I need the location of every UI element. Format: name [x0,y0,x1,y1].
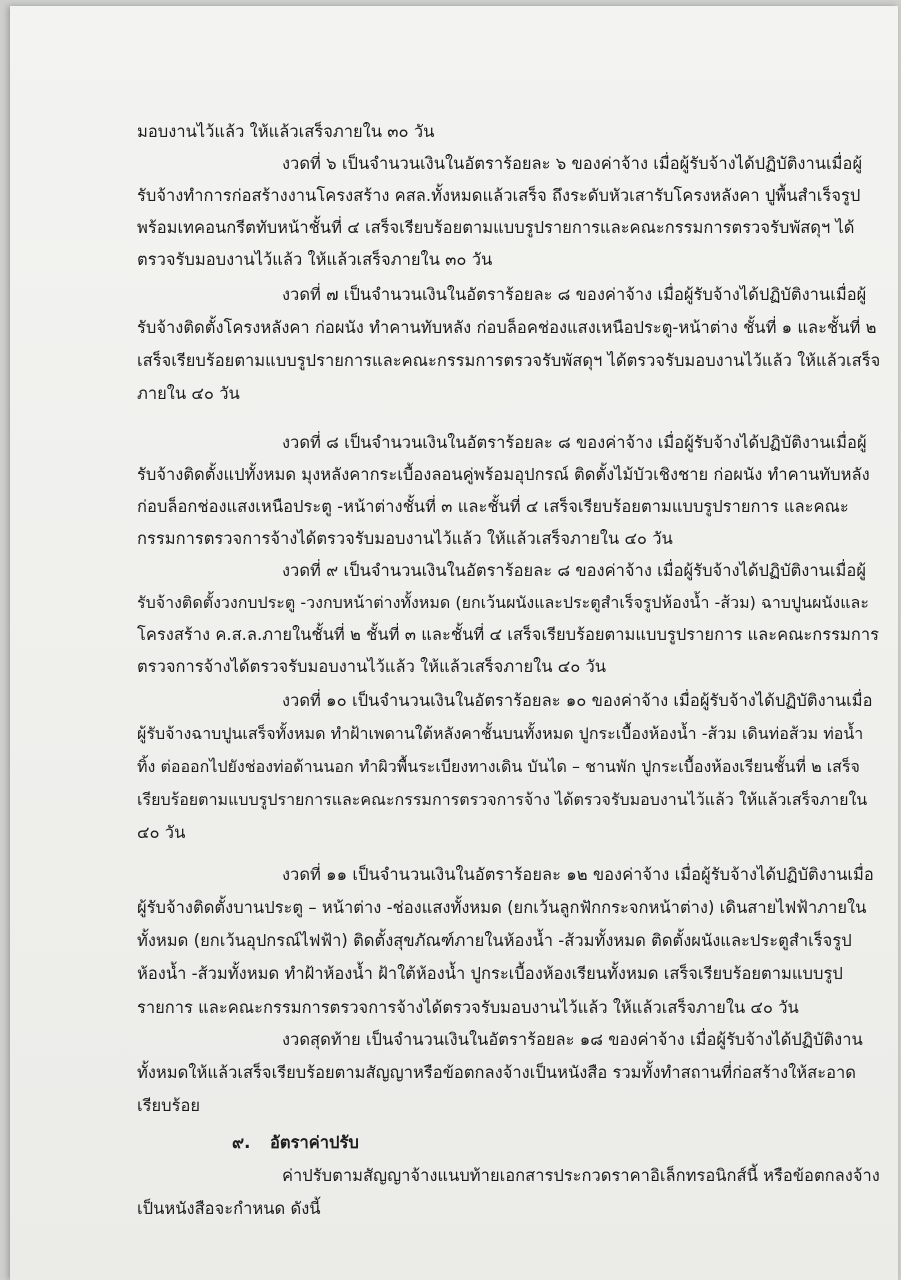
text-line: งวดที่ ๘ เป็นจำนวนเงินในอัตราร้อยละ ๘ ของค่าจ้าง เมื่อผู้รับจ้างได้ปฏิบัติงานเมื่อผู้ [282,433,867,452]
text-line: งวดที่ ๖ เป็นจำนวนเงินในอัตราร้อยละ ๖ ของค่าจ้าง เมื่อผู้รับจ้างได้ปฏิบัติงานเมื่อผู้ [282,154,863,173]
text-line: งวดสุดท้าย เป็นจำนวนเงินในอัตราร้อยละ ๑๘ ของค่าจ้าง เมื่อผู้รับจ้างได้ปฏิบัติงาน [282,1030,863,1049]
text-line: ทั้งหมดให้แล้วเสร็จเรียบร้อยตามสัญญาหรือข้อตกลงจ้างเป็นหนังสือ รวมทั้งทำสถานที่ก่อสร้างให้สะอาด [137,1063,856,1082]
text-line: ตรวจการจ้างได้ตรวจรับมอบงานไว้แล้ว ให้แล้วเสร็จภายใน ๔๐ วัน [137,657,607,676]
text-line: ทิ้ง ต่อออกไปยังช่องท่อด้านนอก ทำผิวพื้นระเบียงทางเดิน บันได – ชานพัก ปูกระเบื้องห้องเรียนชั้นที่ ๒ เสร็จ [137,757,860,776]
text-line: ห้องน้ำ -ส้วมทั้งหมด ทำฝ้าห้องน้ำ ฝ้าใต้ห้องน้ำ ปูกระเบื้องห้องเรียนทั้งหมด เสร็จเรียบร้อยตามแบบรูป [137,964,843,983]
text-line: พร้อมเทคอนกรีตทับหน้าชั้นที่ ๔ เสร็จเรียบร้อยตามแบบรูปรายการและคณะกรรมการตรวจรับพัสดุฯ ได้ [137,218,855,237]
text-line: ทั้งหมด (ยกเว้นอุปกรณ์ไฟฟ้า) ติดตั้งสุขภัณฑ์ภายในห้องน้ำ -ส้วมทั้งหมด ติดตั้งผนังและประตูสำเร็จรูป [137,931,852,950]
text-line: ก่อบล็อกช่องแสงเหนือประตู -หน้าต่างชั้นที่ ๓ และชั้นที่ ๔ เสร็จเรียบร้อยตามแบบรูปรายการ และคณะ [137,497,849,516]
text-line: ตรวจรับมอบงานไว้แล้ว ให้แล้วเสร็จภายใน ๓๐ วัน [137,250,493,269]
text-line: งวดที่ ๑๑ เป็นจำนวนเงินในอัตราร้อยละ ๑๒ ของค่าจ้าง เมื่อผู้รับจ้างได้ปฏิบัติงานเมื่อ [282,865,874,884]
text-line: รับจ้างทำการก่อสร้างงานโครงสร้าง คสล.ทั้งหมดแล้วเสร็จ ถึงระดับหัวเสารับโครงหลังคา ปูพื้นสำเร็จรูป [137,186,861,205]
text-line: เสร็จเรียบร้อยตามแบบรูปรายการและคณะกรรมการตรวจรับพัสดุฯ ได้ตรวจรับมอบงานไว้แล้ว ให้แล้วเสร็จ [137,351,881,370]
section-title: อัตราค่าปรับ [270,1133,359,1152]
text-line: รับจ้างติดตั้งโครงหลังคา ก่อผนัง ทำคานทับหลัง ก่อบล็อคช่องแสงเหนือประตู-หน้าต่าง ชั้นที่ ๑ และชั้นที่ ๒ [137,318,877,337]
text-line: เรียบร้อยตามแบบรูปรายการและคณะกรรมการตรวจการจ้าง ได้ตรวจรับมอบงานไว้แล้ว ให้แล้วเสร็จภายใน [137,790,868,809]
text-line: งวดที่ ๑๐ เป็นจำนวนเงินในอัตราร้อยละ ๑๐ ของค่าจ้าง เมื่อผู้รับจ้างได้ปฏิบัติงานเมื่อ [282,691,873,710]
text-line: รายการ และคณะกรรมการตรวจการจ้างได้ตรวจรับมอบงานไว้แล้ว ให้แล้วเสร็จภายใน ๔๐ วัน [137,998,799,1017]
text-line: มอบงานไว้แล้ว ให้แล้วเสร็จภายใน ๓๐ วัน [137,122,435,141]
text-line: เรียบร้อย [137,1096,201,1115]
text-line: กรรมการตรวจการจ้างได้ตรวจรับมอบงานไว้แล้ว ให้แล้วเสร็จภายใน ๔๐ วัน [137,529,673,548]
text-line: ผู้รับจ้างฉาบปูนเสร็จทั้งหมด ทำฝ้าเพดานใต้หลังคาชั้นบนทั้งหมด ปูกระเบื้องห้องน้ำ -ส้วม เดินท่อส้วม ท่อน้ำ [137,724,864,743]
text-line: ภายใน ๔๐ วัน [137,384,240,403]
text-line: โครงสร้าง ค.ส.ล.ภายในชั้นที่ ๒ ชั้นที่ ๓ และชั้นที่ ๔ เสร็จเรียบร้อยตามแบบรูปรายการ และคณะกรรมการ [137,625,879,644]
text-line: รับจ้างติดตั้งวงกบประตู -วงกบหน้าต่างทั้งหมด (ยกเว้นผนังและประตูสำเร็จรูปห้องน้ำ -ส้วม) ฉาบปูนผนังและ [137,593,869,612]
text-line: รับจ้างติดตั้งแปทั้งหมด มุงหลังคากระเบื้องลอนคู่พร้อมอุปกรณ์ ติดตั้งไม้บัวเชิงชาย ก่อผนัง ทำคานทับหลัง [137,465,870,484]
section-number: ๙. [232,1133,251,1152]
text-line: ค่าปรับตามสัญญาจ้างแนบท้ายเอกสารประกวดราคาอิเล็กทรอนิกส์นี้ หรือข้อตกลงจ้าง [282,1166,880,1185]
text-line: งวดที่ ๙ เป็นจำนวนเงินในอัตราร้อยละ ๘ ของค่าจ้าง เมื่อผู้รับจ้างได้ปฏิบัติงานเมื่อผู้ [282,561,866,580]
text-line: ผู้รับจ้างติดตั้งบานประตู – หน้าต่าง -ช่องแสงทั้งหมด (ยกเว้นลูกฟักกระจกหน้าต่าง) เดินสายไฟฟ้าภายใน [137,898,867,917]
text-line: ๔๐ วัน [137,823,186,842]
text-line: เป็นหนังสือจะกำหนด ดังนี้ [137,1199,321,1218]
text-line: งวดที่ ๗ เป็นจำนวนเงินในอัตราร้อยละ ๘ ของค่าจ้าง เมื่อผู้รับจ้างได้ปฏิบัติงานเมื่อผู้ [282,285,867,304]
